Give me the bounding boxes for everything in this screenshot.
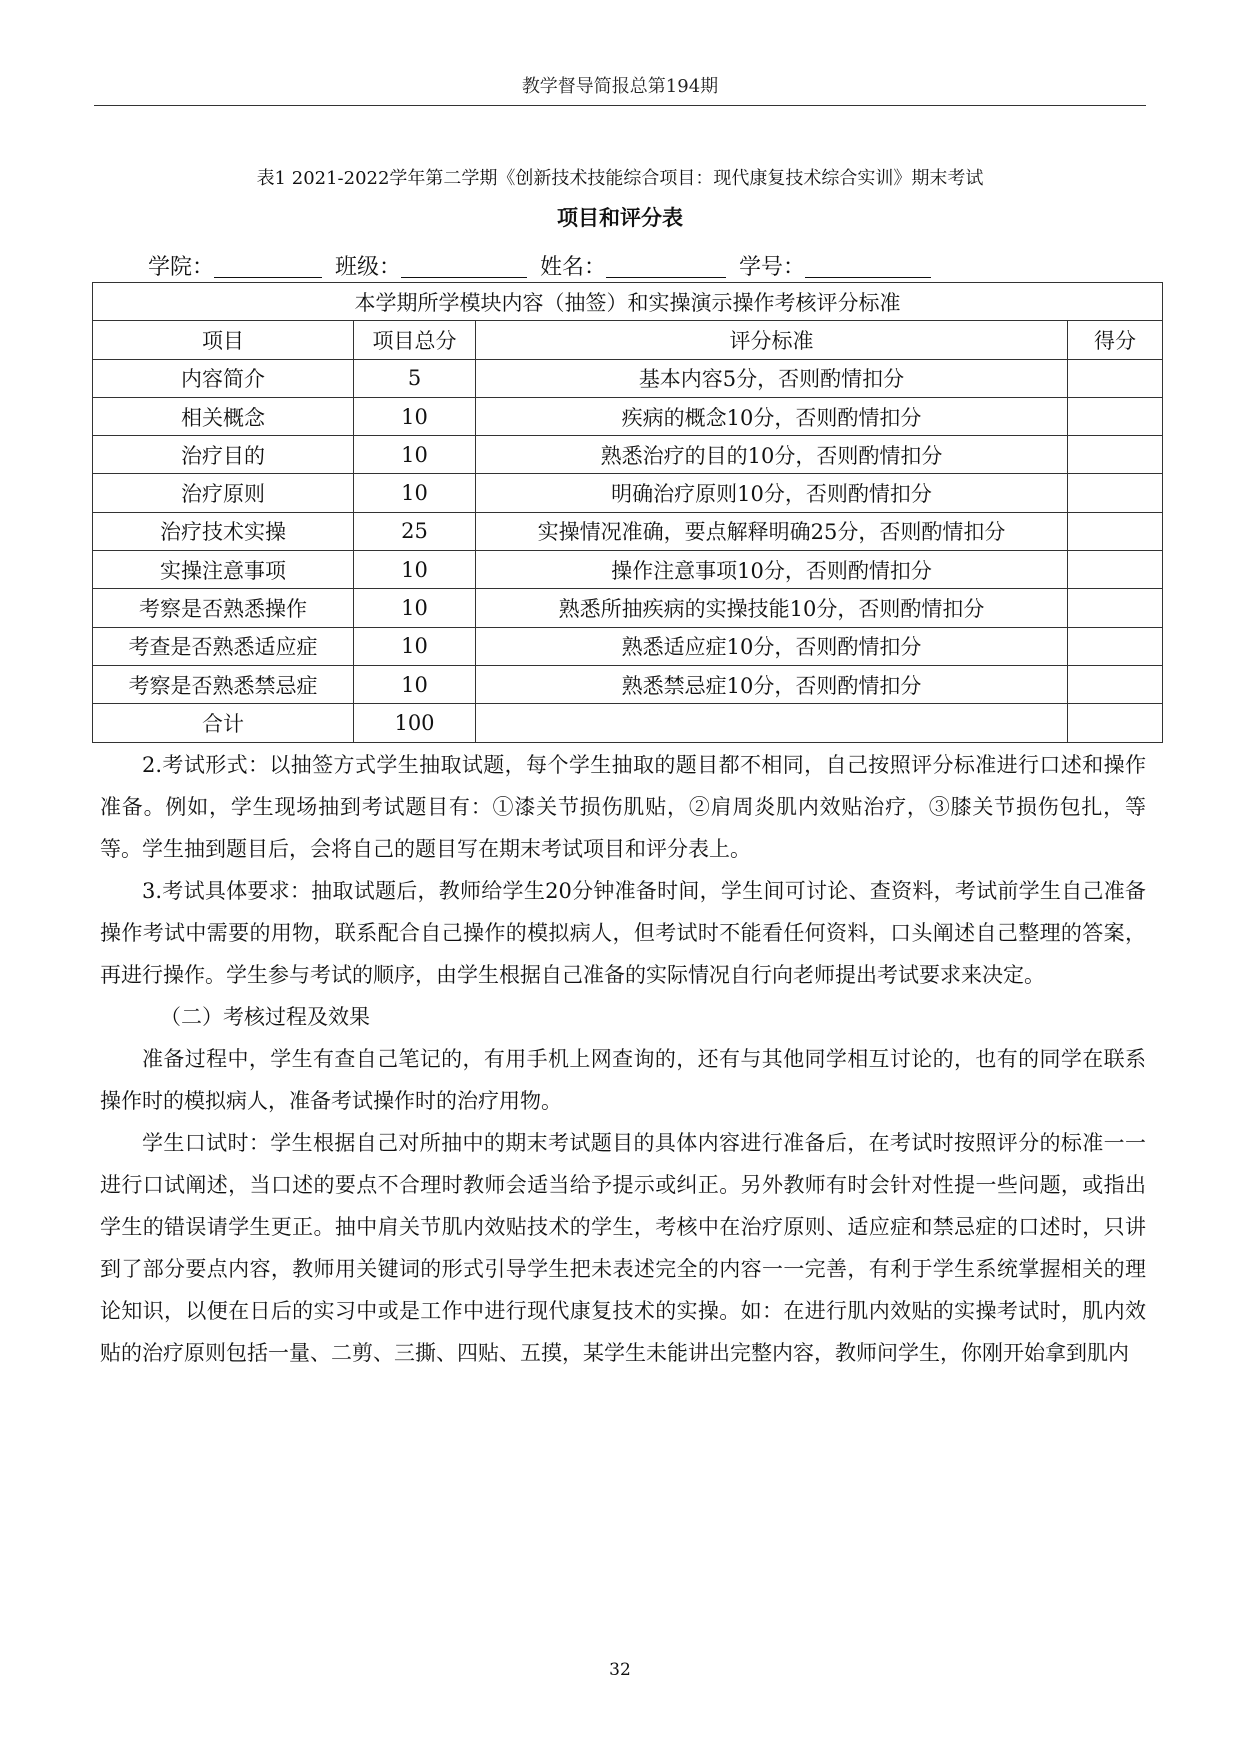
- row-total: 10: [354, 627, 476, 665]
- column-header-score: 得分: [1068, 321, 1163, 359]
- row-score-cell[interactable]: [1068, 359, 1163, 397]
- student-id-label: 学号：: [739, 255, 806, 280]
- row-score-cell[interactable]: [1068, 589, 1163, 627]
- row-item: 治疗原则: [93, 474, 354, 512]
- row-standard: 明确治疗原则10分，否则酌情扣分: [476, 474, 1068, 512]
- row-score-cell[interactable]: [1068, 512, 1163, 550]
- table-row: [93, 551, 1163, 589]
- row-item: 考察是否熟悉操作: [93, 589, 354, 627]
- table-row: [93, 589, 1163, 627]
- row-standard: 熟悉治疗的目的10分，否则酌情扣分: [476, 436, 1068, 474]
- table-header-row: [93, 321, 1163, 359]
- row-score-cell[interactable]: [1068, 551, 1163, 589]
- college-label: 学院：: [148, 255, 215, 280]
- total-value: 100: [354, 704, 476, 742]
- row-total: 10: [354, 397, 476, 435]
- row-standard: 基本内容5分，否则酌情扣分: [476, 359, 1068, 397]
- row-standard: 实操情况准确，要点解释明确25分，否则酌情扣分: [476, 512, 1068, 550]
- row-total: 10: [354, 551, 476, 589]
- class-blank: [401, 253, 527, 278]
- table-title-row: [93, 283, 1163, 321]
- row-score-cell[interactable]: [1068, 627, 1163, 665]
- total-label: 合计: [93, 704, 354, 742]
- paragraph-preparation: 准备过程中，学生有查自己笔记的，有用手机上网查询的，还有与其他同学相互讨论的，也有的同学在联系操作时的模拟病人，准备考试操作时的治疗用物。: [100, 1047, 1146, 1113]
- row-item: 治疗技术实操: [93, 512, 354, 550]
- college-blank: [214, 253, 322, 278]
- paragraph-oral-exam: 学生口试时：学生根据自己对所抽中的期末考试题目的具体内容进行准备后，在考试时按照评分的标准一一进行口试阐述，当口述的要点不合理时教师会适当给予提示或纠正。另外教师有时会针对性提一些问题，或指出学生的错误请学生更正。抽中肩关节肌内效贴技术的学生，考核中在治疗原则、适应症和禁忌症的口述时，只讲到了部分要点内容，教师用关键词的形式引导学生把未表述完全的内容一一完善，有利于学生系统掌握相关的理论知识，以便在日后的实习中或是工作中进行现代康复技术的实操。如：在进行肌内效贴的实操考试时，肌内效贴的治疗原则包括一量、二剪、三撕、四贴、五摸，某学生未能讲出完整内容，教师问学生，你刚开始拿到肌内: [100, 1131, 1146, 1365]
- table-row: [93, 397, 1163, 435]
- row-item: 实操注意事项: [93, 551, 354, 589]
- class-label: 班级：: [335, 255, 402, 280]
- row-item: 内容简介: [93, 359, 354, 397]
- table-caption: 表1 2021-2022学年第二学期《创新技术技能综合项目：现代康复技术综合实训》期末考试: [256, 168, 984, 189]
- row-total: 10: [354, 474, 476, 512]
- header-divider: [94, 105, 1146, 106]
- row-standard: 熟悉适应症10分，否则酌情扣分: [476, 627, 1068, 665]
- row-score-cell[interactable]: [1068, 665, 1163, 703]
- page-number: 32: [609, 1660, 631, 1680]
- column-header-item: 项目: [93, 321, 354, 359]
- row-total: 10: [354, 436, 476, 474]
- table-title: 本学期所学模块内容（抽签）和实操演示操作考核评分标准: [93, 283, 1163, 321]
- row-score-cell[interactable]: [1068, 397, 1163, 435]
- total-score-cell[interactable]: [1068, 704, 1163, 742]
- table-row: [93, 359, 1163, 397]
- table-row: [93, 665, 1163, 703]
- row-item: 考察是否熟悉禁忌症: [93, 665, 354, 703]
- page-header: 教学督导简报总第194期: [521, 76, 719, 97]
- row-total: 10: [354, 665, 476, 703]
- row-total: 10: [354, 589, 476, 627]
- paragraph-exam-requirements: 3.考试具体要求：抽取试题后，教师给学生20分钟准备时间，学生间可讨论、查资料，考试前学生自己准备操作考试中需要的用物，联系配合自己操作的模拟病人，但考试时不能看任何资料，口头阐述自己整理的答案，再进行操作。学生参与考试的顺序，由学生根据自己准备的实际情况自行向老师提出考试要求来决定。: [100, 879, 1146, 987]
- total-standard: [476, 704, 1068, 742]
- row-score-cell[interactable]: [1068, 474, 1163, 512]
- name-label: 姓名：: [540, 255, 607, 280]
- row-item: 考查是否熟悉适应症: [93, 627, 354, 665]
- table-subtitle: 项目和评分表: [557, 205, 683, 230]
- paragraph-exam-format: 2.考试形式：以抽签方式学生抽取试题，每个学生抽取的题目都不相同，自己按照评分标准进行口述和操作准备。例如，学生现场抽到考试题目有：①漆关节损伤肌贴，②肩周炎肌内效贴治疗，③膝关节损伤包扎，等等。学生抽到题目后，会将自己的题目写在期末考试项目和评分表上。: [100, 753, 1146, 861]
- table-row: [93, 627, 1163, 665]
- row-item: 相关概念: [93, 397, 354, 435]
- table-total-row: [93, 704, 1163, 742]
- column-header-standard: 评分标准: [476, 321, 1068, 359]
- student-info-fields: [148, 250, 937, 281]
- table-row: [93, 512, 1163, 550]
- row-score-cell[interactable]: [1068, 436, 1163, 474]
- row-total: 5: [354, 359, 476, 397]
- body-text: [100, 744, 1146, 1374]
- name-blank: [606, 253, 726, 278]
- row-item: 治疗目的: [93, 436, 354, 474]
- column-header-total: 项目总分: [354, 321, 476, 359]
- student-id-blank: [805, 253, 931, 278]
- row-standard: 熟悉所抽疾病的实操技能10分，否则酌情扣分: [476, 589, 1068, 627]
- row-standard: 熟悉禁忌症10分，否则酌情扣分: [476, 665, 1068, 703]
- scoring-table: [92, 282, 1163, 743]
- row-total: 25: [354, 512, 476, 550]
- row-standard: 疾病的概念10分，否则酌情扣分: [476, 397, 1068, 435]
- table-row: [93, 474, 1163, 512]
- section-heading: （二）考核过程及效果: [160, 1005, 370, 1029]
- table-row: [93, 436, 1163, 474]
- row-standard: 操作注意事项10分，否则酌情扣分: [476, 551, 1068, 589]
